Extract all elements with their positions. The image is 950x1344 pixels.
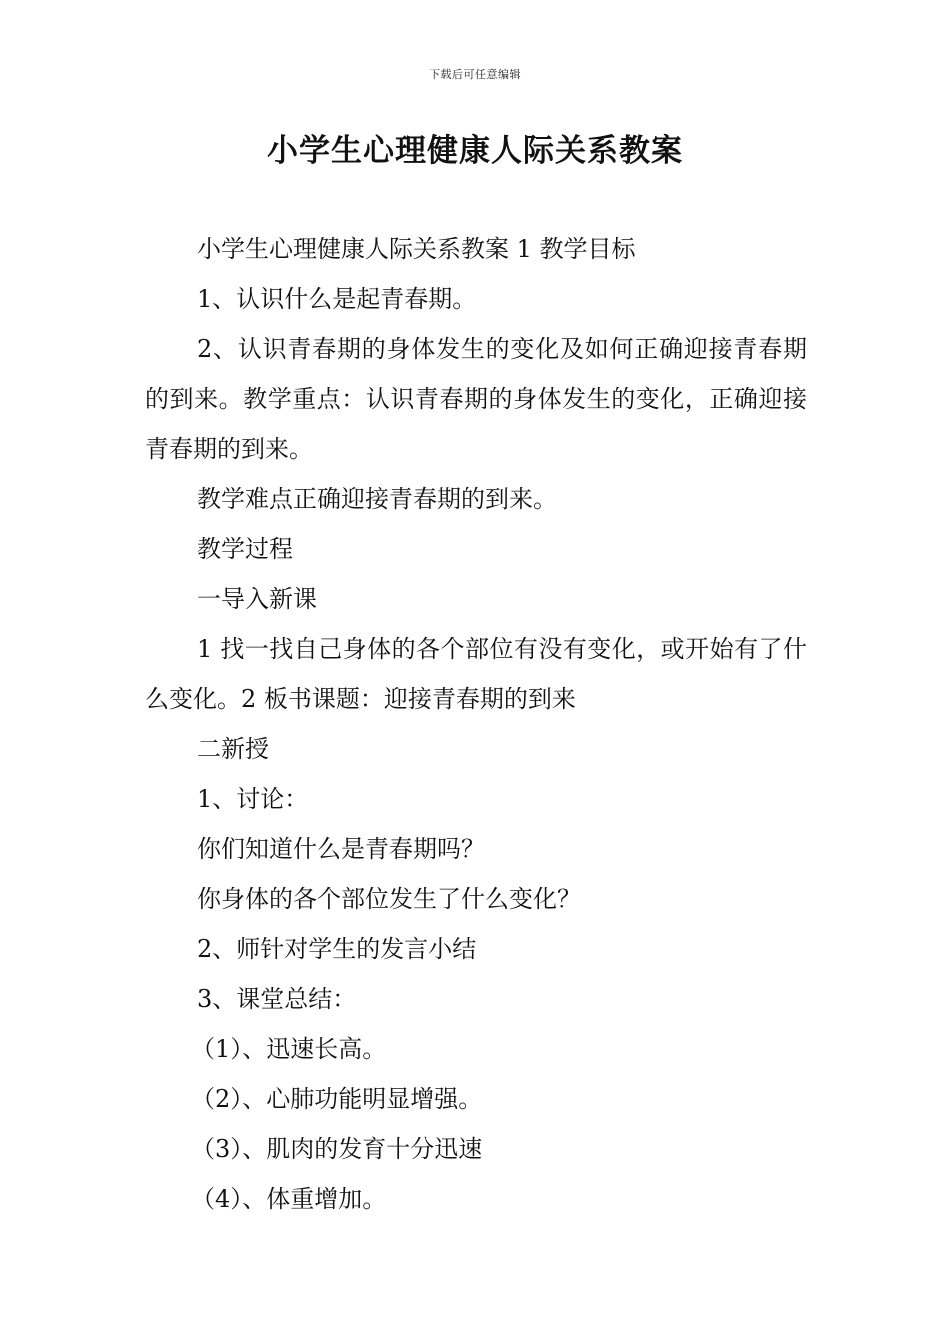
- list-item-3: （3）、肌肉的发育十分迅速: [191, 1135, 483, 1163]
- paragraph-intro-lesson: 1 找一找自己身体的各个部位有没有变化，或开始有了什么变化。2 板书课题：迎接青春期的到来: [145, 635, 807, 713]
- paragraph-question-2: 你身体的各个部位发生了什么变化？: [197, 885, 581, 913]
- header-note: 下载后可任意编辑: [429, 68, 521, 81]
- document-body: [145, 224, 807, 1224]
- paragraph-discussion: 1、讨论：: [197, 785, 309, 813]
- paragraph-goal-2: 2、认识青春期的身体发生的变化及如何正确迎接青春期的到来。教学重点：认识青春期的身体发生的变化，正确迎接青春期的到来。: [145, 335, 807, 463]
- list-item-4: （4）、体重增加。: [191, 1185, 387, 1213]
- paragraph-question-1: 你们知道什么是青春期吗？: [197, 835, 485, 863]
- paragraph-goal-1: 1、认识什么是起青春期。: [197, 285, 477, 313]
- paragraph-process-heading: 教学过程: [197, 535, 293, 563]
- paragraph-new-lesson-heading: 二新授: [197, 735, 269, 763]
- paragraph-teacher-summary: 2、师针对学生的发言小结: [197, 935, 477, 963]
- list-item-2: （2）、心肺功能明显增强。: [191, 1085, 483, 1113]
- list-item-1: （1）、迅速长高。: [191, 1035, 387, 1063]
- paragraph-class-summary: 3、课堂总结：: [197, 985, 357, 1013]
- document-title: 小学生心理健康人际关系教案: [267, 133, 683, 169]
- paragraph-intro-lesson-heading: 一导入新课: [197, 585, 317, 613]
- paragraph-difficulty: 教学难点正确迎接青春期的到来。: [197, 485, 557, 513]
- paragraph-intro: 小学生心理健康人际关系教案 1 教学目标: [197, 235, 636, 263]
